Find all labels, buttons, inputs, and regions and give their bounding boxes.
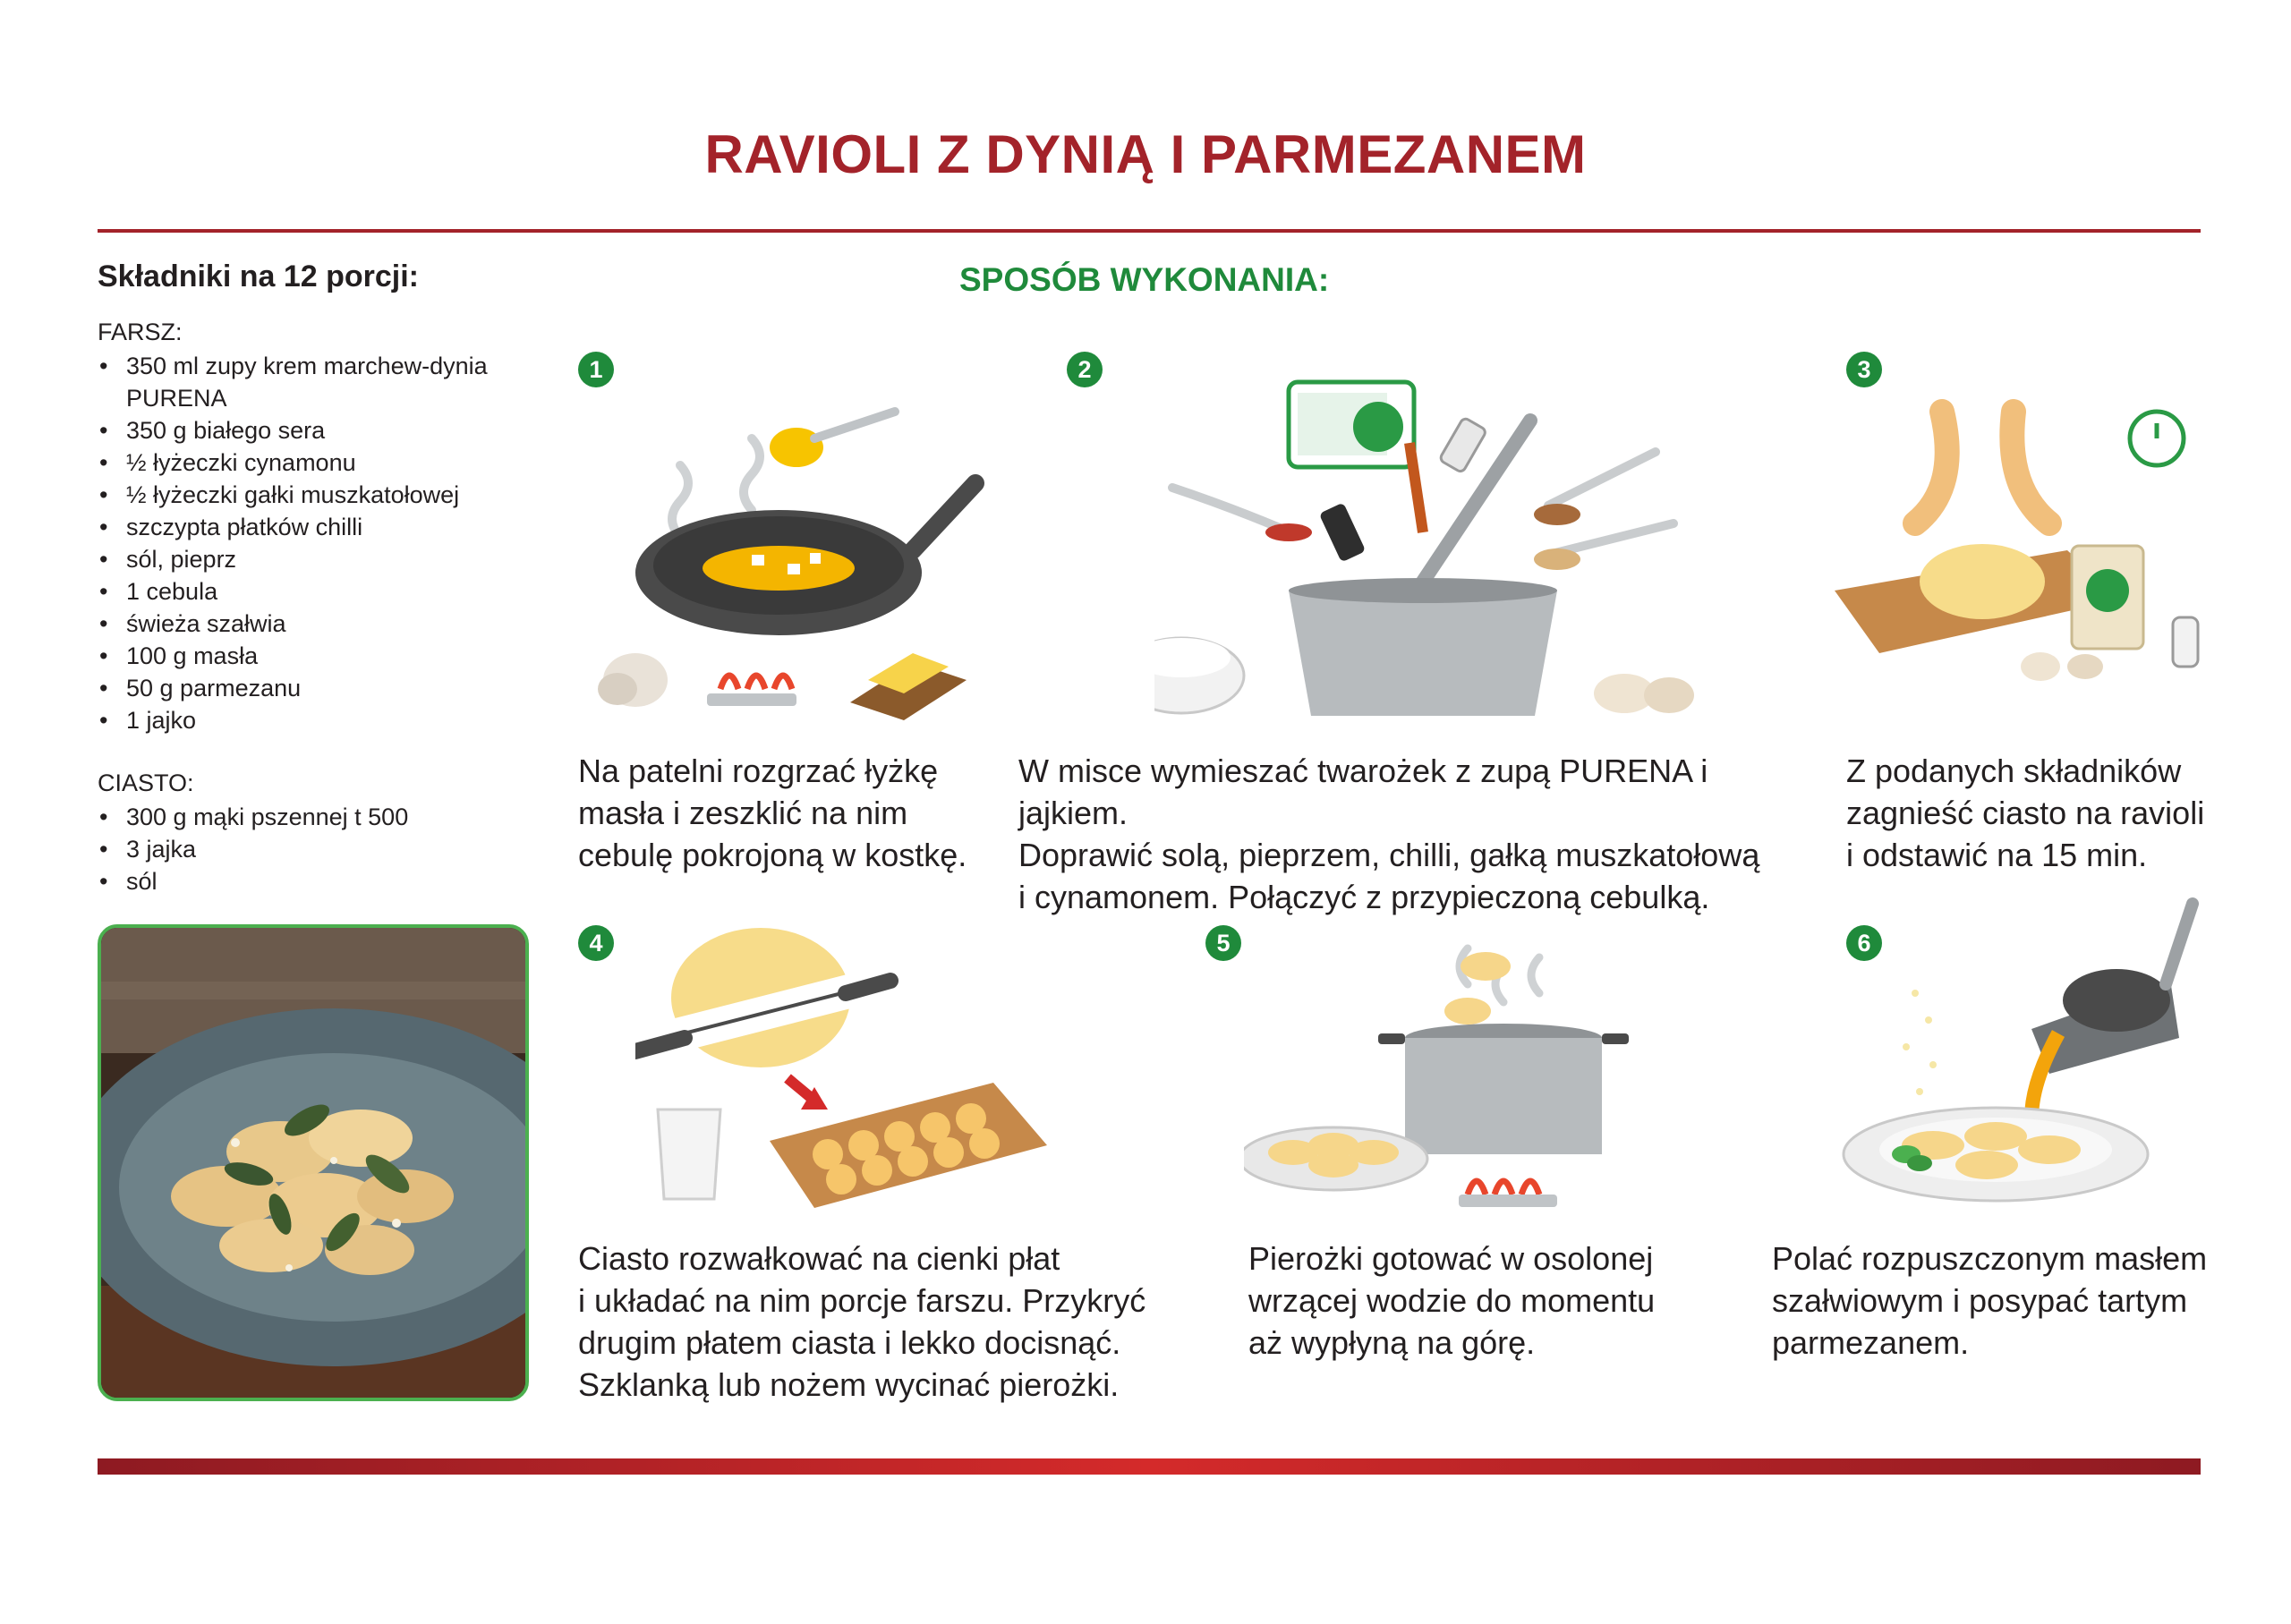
list-item: • 350 ml zupy krem marchew-dynia PURENA: [98, 350, 574, 414]
step-number-badge: 5: [1205, 925, 1241, 961]
list-item: • ½ łyżeczki gałki muszkatołowej: [98, 479, 574, 511]
list-item: • 50 g parmezanu: [98, 672, 574, 704]
list-item: • sól: [98, 865, 574, 897]
step-4-text: Ciasto rozwałkować na cienki płat i układać na nim porcje farszu. Przykryć drugim płatem ciasta i lekko docisnąć. Szklanką lub nożem wycinać pierożki.: [578, 1240, 1146, 1403]
filling-list: [98, 350, 574, 736]
dough-label: CIASTO:: [98, 769, 194, 796]
list-item: • 3 jajka: [98, 833, 574, 865]
bottom-divider: [98, 1458, 2201, 1475]
method-heading: SPOSÓB WYKONANIA:: [959, 261, 1330, 298]
step-number-badge: 6: [1846, 925, 1882, 961]
ingredients-heading: Składniki na 12 porcji:: [98, 259, 420, 293]
list-item: • sól, pieprz: [98, 543, 574, 575]
list-item: • 1 cebula: [98, 575, 574, 608]
kneading-dough-illustration: [1826, 398, 2210, 729]
step-number-badge: 3: [1846, 352, 1882, 387]
pan-illustration: [573, 394, 1002, 725]
step-number-badge: 2: [1067, 352, 1103, 387]
mixing-pot-illustration: [1154, 371, 1727, 729]
list-item: • 1 jajko: [98, 704, 574, 736]
list-item: • 350 g białego sera: [98, 414, 574, 446]
top-divider: [98, 229, 2201, 233]
rolling-dough-illustration: [635, 922, 1056, 1226]
list-item: • ½ łyżeczki cynamonu: [98, 446, 574, 479]
step-3-text: Z podanych składników zagnieść ciasto na ravioli i odstawić na 15 min.: [1846, 752, 2205, 873]
serving-plate-illustration: [1808, 895, 2219, 1226]
step-5-text: Pierożki gotować w osolonej wrzącej wodzie do momentu aż wypłyną na górę.: [1248, 1240, 1656, 1361]
list-item: • 300 g mąki pszennej t 500: [98, 801, 574, 833]
step-6-text: Polać rozpuszczonym masłem szałwiowym i posypać tartym parmezanem.: [1772, 1240, 2208, 1361]
step-2-text: W misce wymieszać twarożek z zupą PURENA i jajkiem. Doprawić solą, pieprzem, chilli, gałką muszkatołową i cynamonem. Połączyć z przypieczoną cebulką.: [1018, 752, 1760, 915]
step-number-badge: 1: [578, 352, 614, 387]
recipe-title: RAVIOLI Z DYNIĄ I PARMEZANEM: [704, 124, 1587, 184]
list-item: • 100 g masła: [98, 640, 574, 672]
list-item: • szczypta płatków chilli: [98, 511, 574, 543]
filling-label: FARSZ:: [98, 319, 183, 345]
list-item: • świeża szałwia: [98, 608, 574, 640]
boiling-pot-illustration: [1244, 922, 1691, 1226]
dough-list: [98, 801, 574, 897]
step-number-badge: 4: [578, 925, 614, 961]
step-1-text: Na patelni rozgrzać łyżkę masła i zeszklić na nim cebulę pokrojoną w kostkę.: [578, 752, 967, 873]
ravioli-dish-photo: [98, 924, 529, 1401]
